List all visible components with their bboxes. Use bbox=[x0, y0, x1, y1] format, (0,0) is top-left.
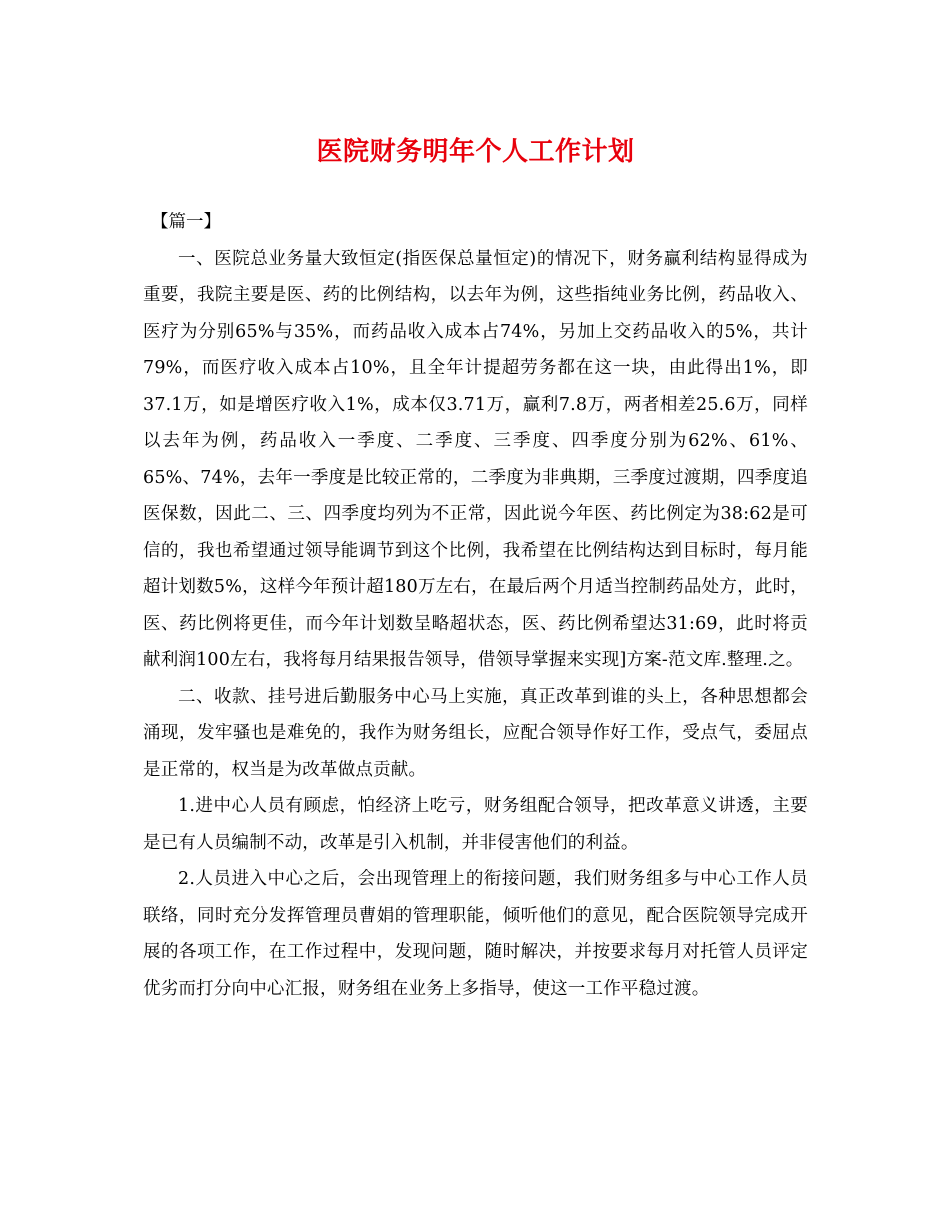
paragraph-4: 2.人员进入中心之后，会出现管理上的衔接问题，我们财务组多与中心工作人员联络，同时充分发挥管理员曹娟的管理职能，倾听他们的意见，配合医院领导完成开展的各项工作，在工作过程中，发现问题，随时解决，并按要求每月对托管人员评定优劣而打分向中心汇报，财务组在业务上多指导，使这一工作平稳过渡。 bbox=[143, 869, 808, 999]
document-page bbox=[143, 132, 808, 1007]
paragraph-2: 二、收款、挂号进后勤服务中心马上实施，真正改革到谁的头上，各种思想都会涌现，发牢骚也是难免的，我作为财务组长，应配合领导作好工作，受点气，委屈点是正常的，权当是为改革做点贡献。 bbox=[143, 686, 808, 780]
paragraph-3: 1.进中心人员有顾虑，怕经济上吃亏，财务组配合领导，把改革意义讲透，主要是已有人员编制不动，改革是引入机制，并非侵害他们的利益。 bbox=[143, 796, 808, 853]
document-title: 医院财务明年个人工作计划 bbox=[316, 137, 635, 167]
paragraph-1: 一、医院总业务量大致恒定(指医保总量恒定)的情况下，财务赢利结构显得成为重要，我院主要是医、药的比例结构，以去年为例，这些指纯业务比例，药品收入、医疗为分别65%与35%，而药品收入成本占74%，另加上交药品收入的5%，共计79%，而医疗收入成本占10%，且全年计提超劳务都在这一块，由此得出1%，即37.1万，如是增医疗收入1%，成本仅3.71万，赢利7.8万，两者相差25.6万，同样以去年为例，药品收入一季度、二季度、三季度、四季度分别为62%、61%、65%、74%，去年一季度是比较正常的，二季度为非典期，三季度过渡期，四季度追医保数，因此二、三、四季度均列为不正常，因此说今年医、药比例定为38:62是可信的，我也希望通过领导能调节到这个比例，我希望在比例结构达到目标时，每月能超计划数5%，这样今年预计超180万左右，在最后两个月适当控制药品处方，此时，医、药比例将更佳，而今年计划数呈略超状态，医、药比例希望达31:69，此时将贡献利润100左右，我将每月结果报告领导，借领导掌握来实现]方案-范文库.整理.之。 bbox=[143, 248, 808, 670]
section-label: 【篇一】 bbox=[151, 212, 221, 232]
